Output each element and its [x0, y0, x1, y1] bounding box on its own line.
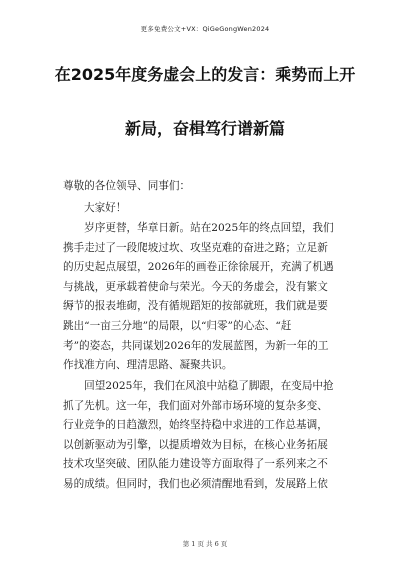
- paragraph-line: 作找准方向、理清思路、凝聚共识。: [63, 359, 233, 372]
- paragraph-line: 跳出“一亩三分地”的局限，以“归零”的心态、“赶: [63, 319, 292, 332]
- greeting: 大家好！: [84, 202, 127, 214]
- page-header: 更多免费公文+VX：QiGeGongWen2024: [140, 25, 270, 33]
- paragraph-line: 缛节的报表堆砌，没有循规蹈矩的按部就班，我们就是要: [63, 300, 328, 313]
- paragraph-1: [63, 219, 363, 376]
- paragraph-line: 技术攻坚突破、团队能力建设等方面取得了一系列来之不: [63, 458, 328, 471]
- paragraph-line: 考”的姿态，共同谋划2026年的发展蓝图，为新一年的工: [63, 339, 329, 352]
- document-title-line-2: 新局，奋楫笃行谱新篇: [124, 119, 285, 138]
- paragraph-line: 携手走过了一段爬坡过坎、攻坚克难的奋进之路；立足新: [63, 241, 328, 254]
- paragraph-line: 的历史起点展望，2026年的画卷正徐徐展开，充满了机遇: [63, 261, 334, 274]
- paragraph-line: 易的成绩。但同时，我们也必须清醒地看到，发展路上依: [63, 477, 328, 490]
- paragraph-line: 抓了先机。这一年，我们面对外部市场环境的复杂多变、: [63, 399, 328, 412]
- paragraph-line: 行业竞争的日趋激烈，始终坚持稳中求进的工作总基调，: [63, 419, 328, 432]
- paragraph-2: [63, 377, 363, 495]
- paragraph-line: 以创新驱动为引擎，以提质增效为目标，在核心业务拓展: [63, 438, 328, 451]
- paragraph-line: 回望2025年，我们在风浪中站稳了脚跟，在变局中抢: [63, 380, 334, 392]
- paragraph-line: 岁序更替，华章日新。站在2025年的终点回望，我们: [63, 222, 334, 234]
- page-footer: 第 1 页 共 6 页: [182, 540, 228, 548]
- document-title-line-1: 在2025年度务虚会上的发言：乘势而上开: [54, 65, 356, 84]
- salutation: 尊敬的各位领导、同事们：: [63, 180, 191, 192]
- paragraph-line: 与挑战，更承载着使命与荣光。今天的务虚会，没有繁文: [63, 280, 328, 293]
